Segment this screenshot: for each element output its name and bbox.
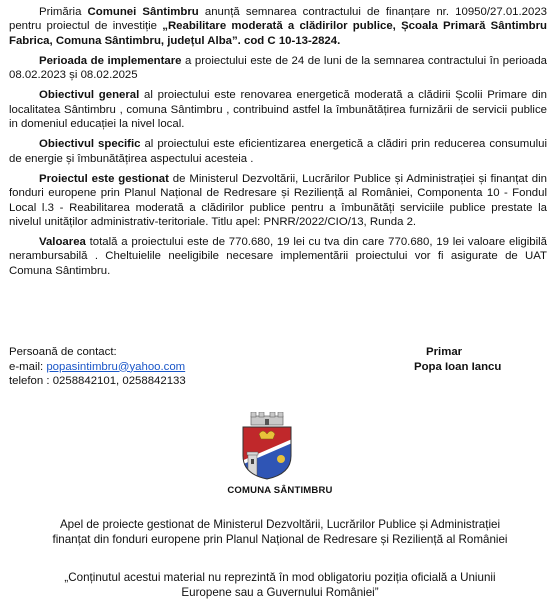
email-line: e-mail: popasintimbru@yahoo.com xyxy=(9,360,186,373)
commune-label: COMUNA SÂNTIMBRU xyxy=(227,485,333,496)
footer-disclaimer: „Conținutul acestui material nu reprezintă în mod obligatoriu poziția oficială a Uniunii Europene sau a Guvernului României” xyxy=(64,571,496,599)
paragraph-specific-objective: Obiectivul specific al proiectului este eficientizarea energetică a clădiri prin reducerea consumului de energie și îmbunătățirea aspectului acesteia . xyxy=(9,138,547,165)
commune-coat-of-arms-icon xyxy=(229,412,305,480)
mayor-signature xyxy=(414,345,501,374)
phone-line: telefon : 0258842101, 0258842133 xyxy=(9,375,186,387)
paragraph-implementation-period: Perioada de implementare a proiectului este de 24 de luni de la semnarea contractului în perioada 08.02.2023 și 08.02.2025 xyxy=(9,54,548,82)
contact-details xyxy=(9,345,186,389)
mayor-name: Popa Ioan Iancu xyxy=(414,360,502,373)
email-link[interactable]: popasintimbru@yahoo.com xyxy=(46,360,186,373)
paragraph-general-objective: Obiectivul general al proiectului este renovarea energetică moderată a clădirii Școlii Primare din localitatea Sântimbru , comuna Sântimbru , contribuind astfel la îmbunătățirea furnizării de servicii publice in domeniul educației la nivel local. xyxy=(9,89,547,131)
mayor-title: Primar xyxy=(426,346,463,358)
paragraph-management: Proiectul este gestionat de Ministerul Dezvoltării, Lucrărilor Publice și Administrației și finanțat din fonduri europene prin Planul Național de Redresare și Reziliență al României, Componenta 10 - Fondul Local l.3 - Reabilitarea moderată a clădirilor publice pentru a îmbunătăți serviciile publice prestate la nivelul unităților administrativ-teritoriale. Titlu apel: PNRR/2022/CIO/13, Runda 2. xyxy=(9,172,547,228)
announcement-body xyxy=(9,5,547,278)
crown-icon xyxy=(251,412,283,425)
paragraph-contract: Primăria Comunei Sântimbru anunță semnarea contractului de finanțare nr. 10950/27.01.2023 pentru proiectul de investiție „Reabilitare moderată a clădirilor publice, Școala Primară Sântimbru Fabrica, Comuna Sântimbru, județul Alba”. cod C 10-13-2824. xyxy=(9,6,548,47)
footer-program-note: Apel de proiecte gestionat de Ministerul Dezvoltării, Lucrărilor Publice și Administrației finanțat din fonduri europene prin Planul Național de Redresare și Reziliență al României xyxy=(52,518,508,546)
contact-heading: Persoană de contact: xyxy=(9,346,117,358)
paragraph-value: Valoarea totală a proiectului este de 770.680, 19 lei cu tva din care 770.680, 19 lei valoare eligibilă nerambursabilă . Cheltuielile neeligibile necesare implementării proiectului vor fi asigurate de UAT Comuna Sântimbru. xyxy=(9,236,547,277)
